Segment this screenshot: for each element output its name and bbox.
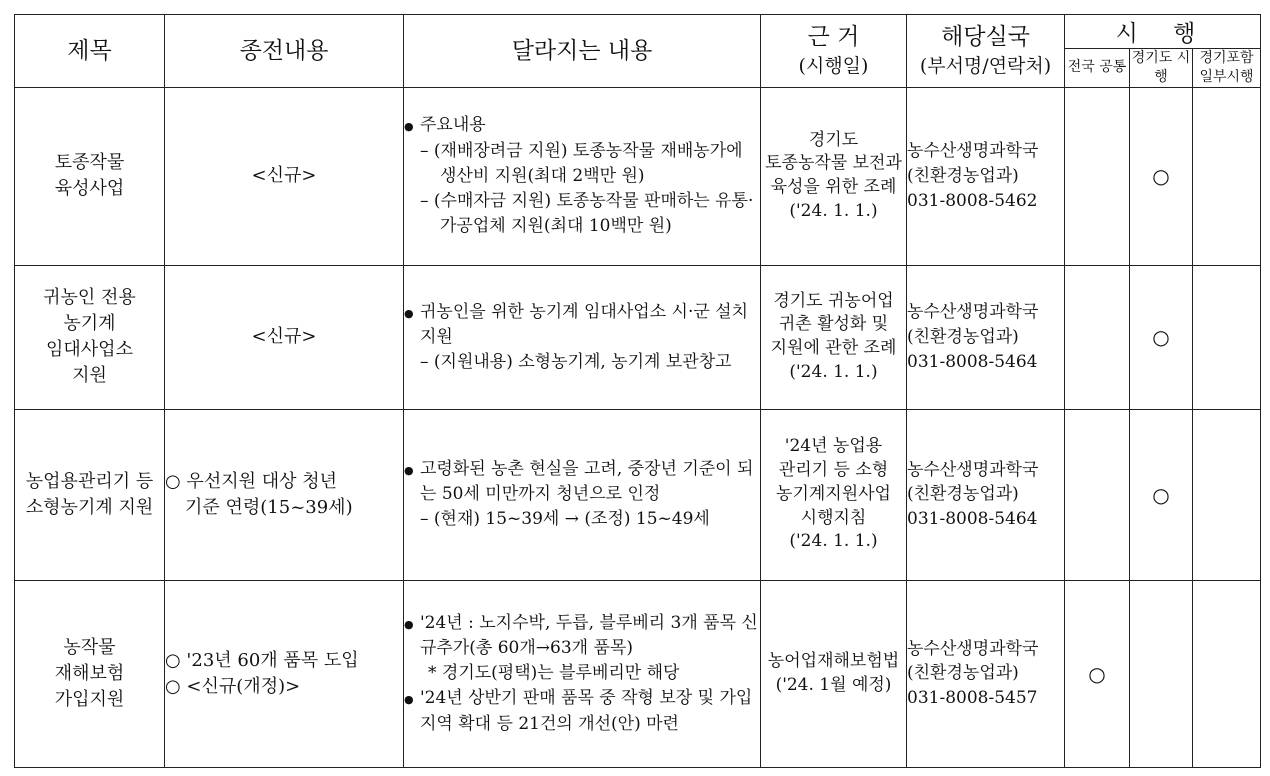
previous-line: ○ <신규(개정)>: [165, 675, 301, 697]
row-title-line: 임대사업소: [46, 339, 133, 361]
basis-line: 시행지침: [800, 507, 867, 528]
row-changes: [404, 580, 761, 767]
basis-line: 육성을 위한 조례: [770, 177, 897, 198]
row-impl-partial-mark: [1193, 409, 1261, 580]
table-row: [15, 265, 1261, 409]
bullet-icon: ●: [404, 617, 414, 631]
row-impl-gyeonggi-mark: ○: [1130, 265, 1193, 409]
change-text: (현재) 15~39세 → (조정) 15~49세: [433, 509, 710, 530]
change-dash-item: [404, 139, 760, 189]
row-title-line: 귀농인 전용: [43, 287, 136, 309]
change-bullet-item: [404, 457, 760, 507]
header-dept-sub: (부서명/연락처): [919, 55, 1052, 78]
bullet-icon: ●: [404, 693, 414, 707]
change-bullet-item: [404, 611, 760, 661]
dept-line: (친환경농업과): [907, 663, 1019, 684]
row-changes: [404, 409, 761, 580]
change-bullet-item: [404, 113, 760, 138]
header-impl-partial: 경기포함 일부시행: [1193, 49, 1261, 88]
dept-line: (친환경농업과): [907, 484, 1019, 505]
header-basis: [761, 15, 907, 88]
dept-line: 031-8008-5457: [907, 688, 1038, 709]
change-text: '24년 상반기 판매 품목 중 작형 보장 및 가입지역 확대 등 21건의 개선(안) 마련: [420, 688, 753, 734]
change-text: 고령화된 농촌 현실을 고려, 중장년 기준이 되는 50세 미만까지 청년으로 인정: [420, 459, 754, 505]
change-dash-item: [404, 507, 760, 532]
change-bullet-item: [404, 686, 760, 736]
change-note: * 경기도(평택)는 블루베리만 해당: [428, 663, 680, 684]
table-row: [15, 87, 1261, 265]
row-impl-national-mark: [1065, 265, 1130, 409]
row-title-line: 소형농기계 지원: [25, 496, 154, 518]
row-previous: [165, 409, 404, 580]
dept-line: 농수산생명과학국: [907, 638, 1039, 659]
row-impl-national-mark: [1065, 409, 1130, 580]
basis-line: 관리기 등 소형: [778, 460, 889, 481]
row-impl-gyeonggi-mark: ○: [1130, 409, 1193, 580]
row-impl-gyeonggi-mark: ○: [1130, 87, 1193, 265]
change-dash-item: [404, 350, 760, 375]
row-basis: [761, 409, 907, 580]
row-impl-partial-mark: [1193, 580, 1261, 767]
row-title: [15, 580, 165, 767]
dept-line: 031-8008-5462: [907, 190, 1038, 211]
change-text: 주요내용: [420, 115, 486, 136]
row-dept: [907, 409, 1065, 580]
basis-line: '24년 농업용: [784, 436, 883, 457]
table-row: [15, 580, 1261, 767]
row-title-line: 육성사업: [54, 178, 125, 200]
dept-line: 031-8008-5464: [907, 509, 1038, 530]
table-row: [15, 409, 1261, 580]
basis-line: ('24. 1월 예정): [775, 674, 892, 695]
dash-icon: –: [420, 190, 434, 211]
header-dept-label: 해당실국: [941, 23, 1030, 50]
row-basis: [761, 580, 907, 767]
row-title-line: 지원: [72, 365, 107, 387]
row-changes: [404, 87, 761, 265]
header-changes: 달라지는 내용: [404, 15, 761, 88]
header-previous: 종전내용: [165, 15, 404, 88]
dash-icon: –: [420, 509, 434, 530]
change-text: 귀농인을 위한 농기계 임대사업소 시·군 설치 지원: [420, 301, 749, 347]
header-basis-sub: (시행일): [798, 55, 869, 78]
previous-line: ○ '23년 60개 품목 도입: [165, 649, 359, 671]
change-dash-item: [404, 189, 760, 239]
change-text: (수매자금 지원) 토종농작물 판매하는 유통·가공업체 지원(최대 10백만 원): [433, 190, 754, 237]
row-dept: [907, 87, 1065, 265]
dept-line: 농수산생명과학국: [907, 302, 1039, 323]
dept-line: (친환경농업과): [907, 165, 1019, 186]
row-title-line: 농작물: [63, 636, 116, 658]
row-title-line: 재해보험: [54, 662, 125, 684]
change-text: (지원내용) 소형농기계, 농기계 보관창고: [433, 351, 732, 372]
row-previous: [165, 580, 404, 767]
basis-line: 농기계지원사업: [776, 483, 891, 504]
row-impl-national-mark: ○: [1065, 580, 1130, 767]
row-impl-partial-mark: [1193, 265, 1261, 409]
basis-line: 경기도 귀농어업: [773, 290, 894, 311]
header-impl-gyeonggi: 경기도 시행: [1130, 49, 1193, 88]
basis-line: ('24. 1. 1.): [789, 531, 878, 552]
row-title-line: 농업용관리기 등: [25, 470, 154, 492]
change-text: '24년 : 노지수박, 두릅, 블루베리 3개 품목 신규추가(총 60개→63개 품목): [420, 612, 758, 659]
row-changes: [404, 265, 761, 409]
header-implementation: 시 행: [1065, 15, 1261, 49]
row-title: [15, 409, 165, 580]
basis-line: 경기도: [808, 129, 859, 150]
previous-line: ○ 우선지원 대상 청년: [165, 470, 337, 492]
row-title-line: 가입지원: [54, 688, 125, 710]
row-title-line: 토종작물: [54, 152, 125, 174]
bullet-icon: ●: [404, 464, 414, 478]
row-impl-gyeonggi-mark: [1130, 580, 1193, 767]
dash-icon: –: [420, 140, 434, 161]
header-impl-national: 전국 공통: [1065, 49, 1130, 88]
row-impl-national-mark: [1065, 87, 1130, 265]
basis-line: 귀촌 활성화 및: [778, 314, 889, 335]
previous-line: <신규>: [251, 165, 317, 187]
basis-line: 토종농작물 보전과: [765, 153, 902, 174]
policy-change-table: [14, 14, 1261, 768]
dept-line: 농수산생명과학국: [907, 459, 1039, 480]
row-impl-partial-mark: [1193, 87, 1261, 265]
row-basis: [761, 87, 907, 265]
dept-line: (친환경농업과): [907, 326, 1019, 347]
policy-table-container: [14, 14, 1260, 768]
basis-line: 지원에 관한 조례: [770, 338, 897, 359]
previous-line: 기준 연령(15~39세): [185, 496, 353, 518]
bullet-icon: ●: [404, 306, 414, 320]
dept-line: 031-8008-5464: [907, 351, 1038, 372]
basis-line: ('24. 1. 1.): [789, 201, 878, 222]
change-bullet-item: [404, 300, 760, 350]
row-title: [15, 265, 165, 409]
change-text: (재배장려금 지원) 토종농작물 재배농가에 생산비 지원(최대 2백만 원): [433, 140, 743, 186]
row-dept: [907, 265, 1065, 409]
row-dept: [907, 580, 1065, 767]
dept-line: 농수산생명과학국: [907, 141, 1039, 162]
header-title: 제목: [15, 15, 165, 88]
header-basis-label: 근 거: [807, 23, 860, 50]
row-basis: [761, 265, 907, 409]
header-dept: [907, 15, 1065, 88]
row-title-line: 농기계: [63, 313, 116, 335]
bullet-icon: ●: [404, 120, 414, 134]
row-previous: [165, 87, 404, 265]
basis-line: ('24. 1. 1.): [789, 362, 878, 383]
row-title: [15, 87, 165, 265]
basis-line: 농어업재해보험법: [767, 650, 900, 671]
previous-line: <신규>: [251, 326, 317, 348]
row-previous: [165, 265, 404, 409]
dash-icon: –: [420, 351, 434, 372]
